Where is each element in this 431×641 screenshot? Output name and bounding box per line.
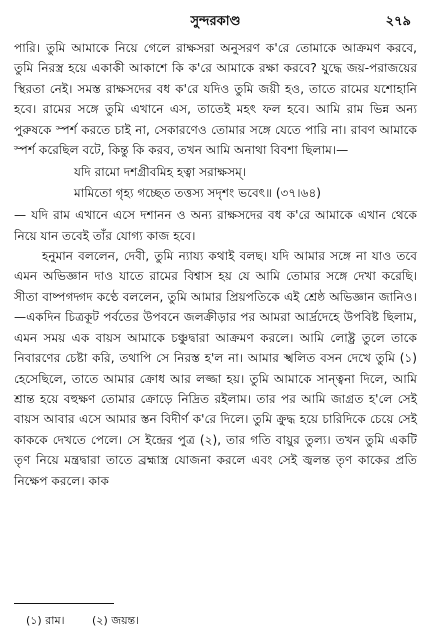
chapter-title: সুন্দরকাণ্ড bbox=[190, 14, 241, 29]
paragraph: হনুমান বললেন, দেবী, তুমি ন্যায্য কথাই বলছ। যদি আমার সঙ্গে না যাও তবে এমন অভিজ্ঞান দাও যাতে রামের বিশ্বাস হয় যে আমি তোমার সঙ্গে দেখা করেছি। সীতা বাষ্পগদ্গদ কণ্ঠে বললেন, তুমি আমার প্রিয়পতিকে এই শ্রেষ্ঠ অভিজ্ঞান জানিও।—একদিন চিত্রকূট পর্বতের উপবনে জলক্রীড়ার পর আমরা আর্দ্রদেহে উপবিষ্ট ছিলাম, এমন সময় এক বায়স আমাকে চঞ্চুদ্বারা আক্রমণ করলে। আমি লোষ্ট্র তুলে তাকে নিবারণের চেষ্টা করি, তথাপি সে নিরস্ত হ'ল না। আমার স্খলিত বসন দেখে তুমি (১) হেসেছিলে, তাতে আমার ক্রোধ আর লজ্জা হয়। তুমি আমাকে সান্ত্বনা দিলে, আমি শ্রান্ত হয়ে বহুক্ষণ তোমার ক্রোড়ে নিদ্রিত রইলাম। তার পর আমি জাগ্রত হ'লে সেই বায়স আবার এসে আমার স্তন বিদীর্ণ ক'রে দিলে। তুমি ক্রুদ্ধ হয়ে চারিদিকে চেয়ে সেই কাককে দেখতে পেলে। সে ইন্দ্রের পুত্র (২), তার গতি বায়ুর তুল্য। তখন তুমি একটি তৃণ নিয়ে মন্ত্রদ্বারা তাতে ব্রহ্মাস্ত্র যোজনা করলে এবং সেই জ্বলন্ত তৃণ কাকের প্রতি নিক্ষেপ করলে। কাক bbox=[14, 249, 417, 488]
footnote: (১) রাম। bbox=[26, 614, 65, 627]
footnotes bbox=[26, 612, 163, 631]
page-body bbox=[14, 38, 417, 491]
page-header bbox=[14, 12, 417, 32]
footnote: (২) জয়ন্ত। bbox=[92, 614, 140, 627]
sanskrit-verse bbox=[14, 162, 417, 203]
footnote-divider bbox=[14, 603, 114, 604]
verse-line: মামিতো গৃহ্য গচ্ছেত তত্তস্য সদৃশং ভবেৎ॥ (৩৭।৬৪) bbox=[74, 185, 322, 200]
page-number: ২৭৯ bbox=[385, 14, 411, 29]
paragraph: — যদি রাম এখানে এসে দশানন ও অন্য রাক্ষসদের বধ ক'রে আমাকে এখান থেকে নিয়ে যান তবেই তাঁর যোগ্য কাজ হবে। bbox=[14, 208, 417, 243]
verse-line: যদি রামো দশগ্রীবমিহ হত্বা সরাক্ষসম্। bbox=[74, 165, 247, 180]
paragraph: পারি। তুমি আমাকে নিয়ে গেলে রাক্ষসরা অনুসরণ ক'রে তোমাকে আক্রমণ করবে, তুমি নিরস্ত্র হয়ে একাকী আকাশে কি ক'রে আমাকে রক্ষা করবে? যুদ্ধে জয়-পরাজয়ের স্থিরতা নেই। সমস্ত রাক্ষসদের বধ ক'রে যদিও তুমি জয়ী হও, তাতে রামের যশোহানি হবে। রামের সঙ্গে তুমি এখানে এস, তাতেই মহৎ ফল হবে। আমি রাম ভিন্ন অন্য পুরুষকে স্পর্শ করতে চাই না, সেকারণেও তোমার সঙ্গে যেতে পারি না। রাবণ আমাকে স্পর্শ করেছিল বটে, কিন্তু কি করব, তখন আমি অনাথা বিবশা ছিলাম।— bbox=[14, 41, 417, 158]
